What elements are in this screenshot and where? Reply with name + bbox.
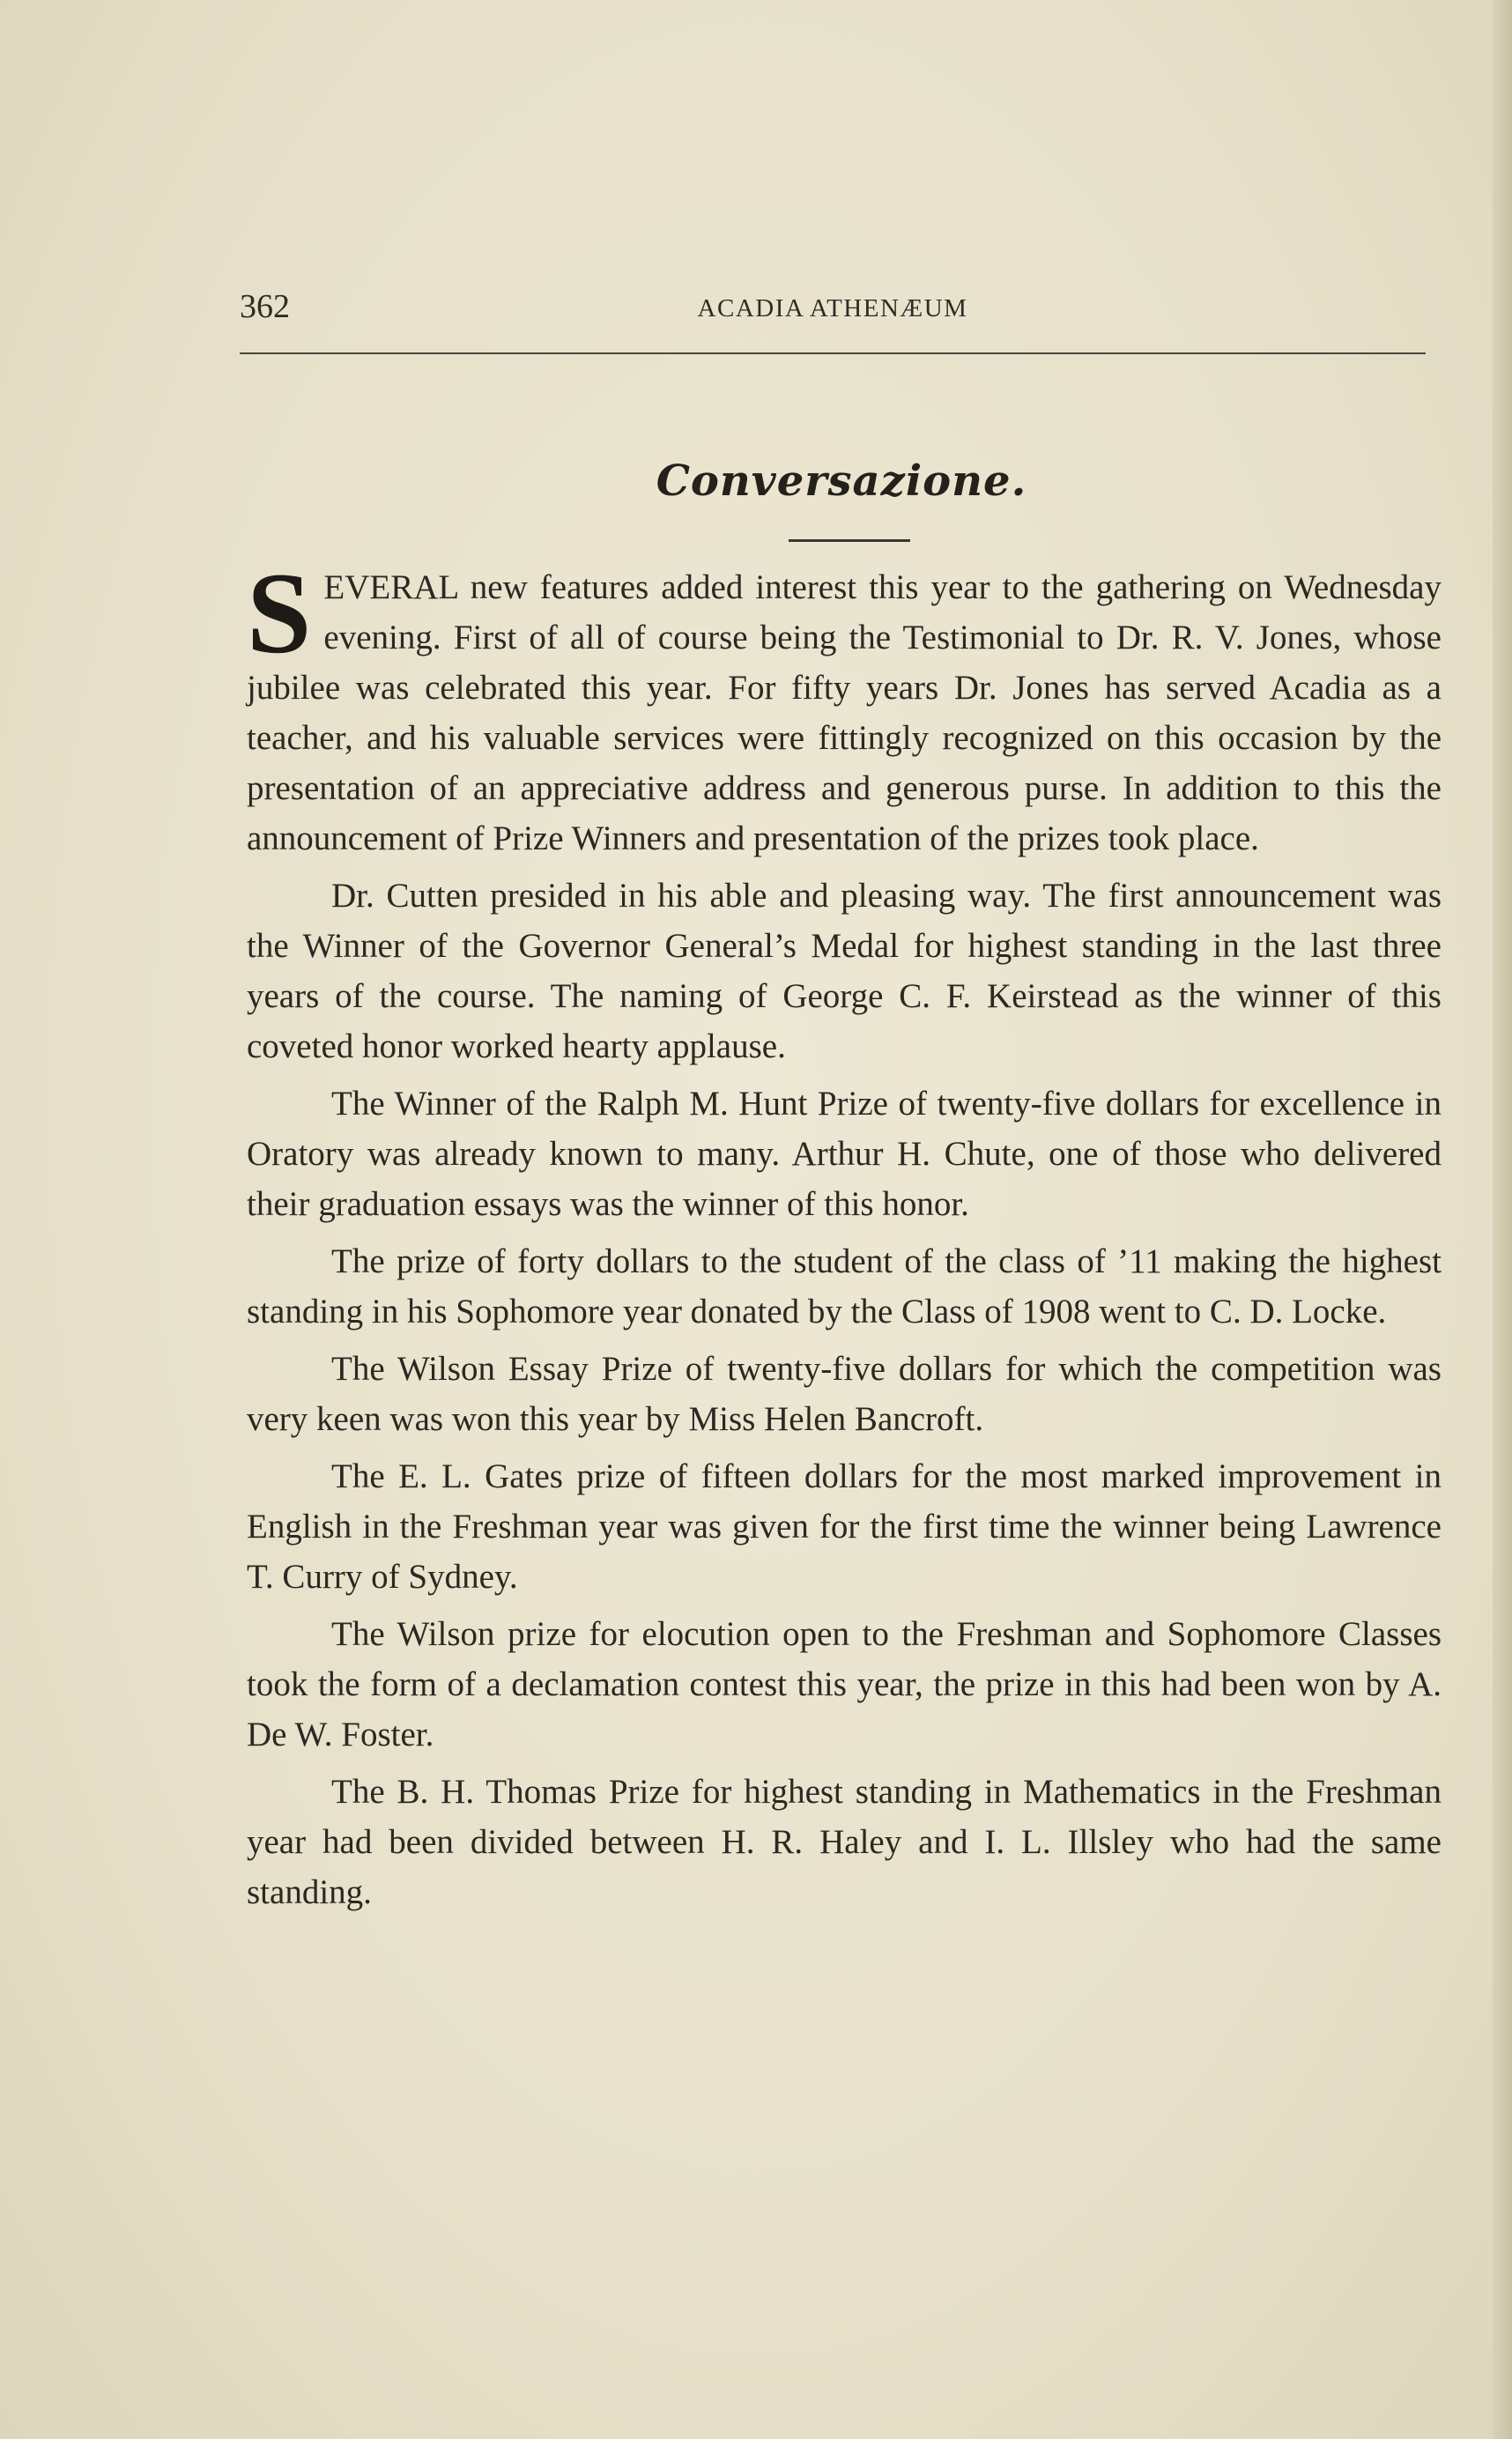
journal-title: ACADIA ATHENÆUM bbox=[697, 294, 968, 322]
paragraph: The prize of forty dollars to the student of the class of ’11 making the highest standing in his Sophomore year donated by the Class of 1908 went to C. D. Locke. bbox=[247, 1242, 1442, 1331]
title-divider bbox=[789, 539, 910, 542]
paragraph-text: EVERAL new features added interest this year to the gathering on Wednesday evening. First of all of course being the Testimonial to Dr. R. V. Jones, whose jubilee was celebrated this year. For fifty years Dr. Jones has served Acadia as a teacher, and his valuable services were fittingly recognized on this occasion by the presentation of an appreciative address and generous purse. In addition to this the announcement of Prize Winners and presentation of the prizes took place. bbox=[247, 568, 1442, 857]
paragraph bbox=[247, 548, 1442, 864]
header-divider bbox=[240, 352, 1426, 354]
paragraph: The Wilson prize for elocution open to the Freshman and Sophomore Classes took the form of a declamation contest this year, the prize in this had been won by A. De W. Foster. bbox=[247, 1615, 1442, 1753]
article-title: Conversazione. bbox=[656, 456, 1027, 506]
drop-cap: S bbox=[247, 548, 312, 678]
running-header bbox=[240, 287, 1426, 331]
paragraph: The E. L. Gates prize of fifteen dollars for the most marked improvement in English in the Freshman year was given for the first time the winner being Lawrence T. Curry of Sydney. bbox=[247, 1457, 1442, 1596]
page-edge-shadow bbox=[1493, 0, 1512, 2439]
paragraph: Dr. Cutten presided in his able and pleasing way. The first announcement was the Winner of the Governor General’s Medal for highest standing in the last three years of the course. The naming of George C. F. Keirstead as the winner of this coveted honor worked hearty applause. bbox=[247, 877, 1442, 1065]
paragraph: The B. H. Thomas Prize for highest standing in Mathematics in the Freshman year had been divided between H. R. Haley and I. L. Illsley who had the same standing. bbox=[247, 1773, 1442, 1911]
article-body bbox=[247, 548, 1442, 1924]
paragraph: The Wilson Essay Prize of twenty-five dollars for which the competition was very keen was won this year by Miss Helen Bancroft. bbox=[247, 1350, 1442, 1438]
paragraph: The Winner of the Ralph M. Hunt Prize of twenty-five dollars for excellence in Oratory was already known to many. Arthur H. Chute, one of those who delivered their graduation essays was the winner of this honor. bbox=[247, 1085, 1442, 1223]
page-number: 362 bbox=[240, 288, 290, 325]
